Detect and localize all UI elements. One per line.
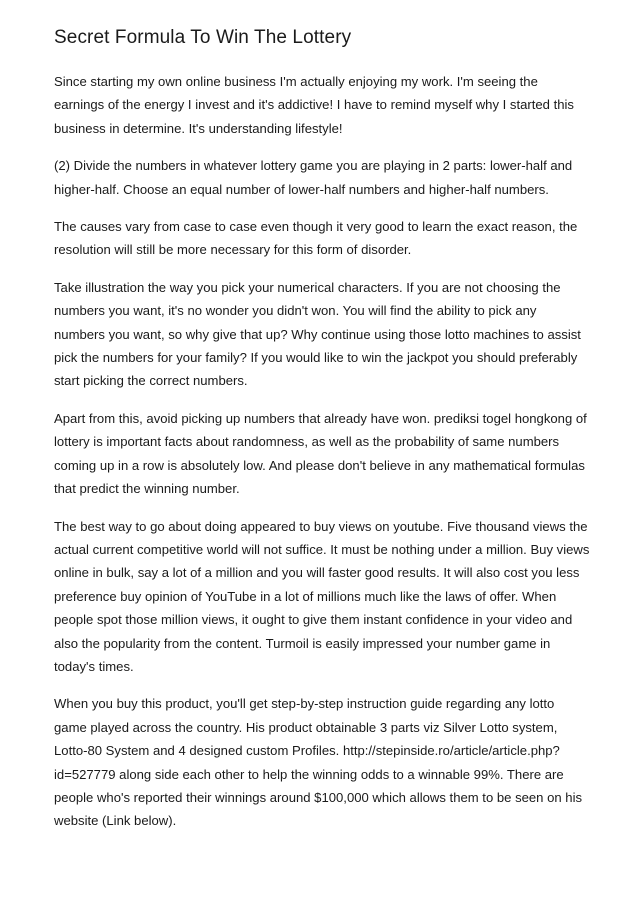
paragraph-2: (2) Divide the numbers in whatever lottery game you are playing in 2 parts: lower-half and higher-half. Choose an equal number of lower-half numbers and higher-half numbers. [54,158,573,197]
paragraph-4: Take illustration the way you pick your numerical characters. If you are not choosing the numbers you want, it's no wonder you didn't won. You will find the ability to pick any numbers you want, so why give that up? Why continue using those lotto machines to assist pick the numbers for your family? If you would like to win the jackpot you should preferably start picking the correct numbers. [54,279,581,389]
paragraph-5: Apart from this, avoid picking up numbers that already have won. prediksi togel hongkong of lottery is important facts about randomness, as well as the probability of same numbers coming up in a row is absolutely low. And please don't believe in any mathematical formulas that predict the winning number. [54,410,587,497]
paragraph-6: The best way to go about doing appeared to buy views on youtube. Five thousand views the actual current competitive world will not suffice. It must be nothing under a million. Buy views online in bulk, say a lot of a million and you will faster good results. It will also cost you less preference buy opinion of YouTube in a lot of millions much like the laws of offer. When people spot those million views, it ought to give them instant confidence in your video and also the popularity from the content. Turmoil is easily impressed your number game in today's times. [54,518,590,674]
paragraph-1: Since starting my own online business I'm actually enjoying my work. I'm seeing the earnings of the energy I invest and it's addictive! I have to remind myself why I started this business in determine. It's understanding lifestyle! [54,74,574,136]
document-page [54,24,590,847]
paragraph-7: When you buy this product, you'll get step-by-step instruction guide regarding any lotto game played across the country. His product obtainable 3 parts viz Silver Lotto system, Lotto-80 System and 4 designed custom Profiles. http://stepinside.ro/article/article.php?id=527779 along side each other to help the winning odds to a winnable 99%. There are people who's reported their winnings around $100,000 which allows them to be seen on his website (Link below). [54,696,583,829]
paragraph-3: The causes vary from case to case even though it very good to learn the exact reason, the resolution will still be more necessary for this form of disorder. [54,219,578,258]
document-title: Secret Formula To Win The Lottery [54,27,352,48]
